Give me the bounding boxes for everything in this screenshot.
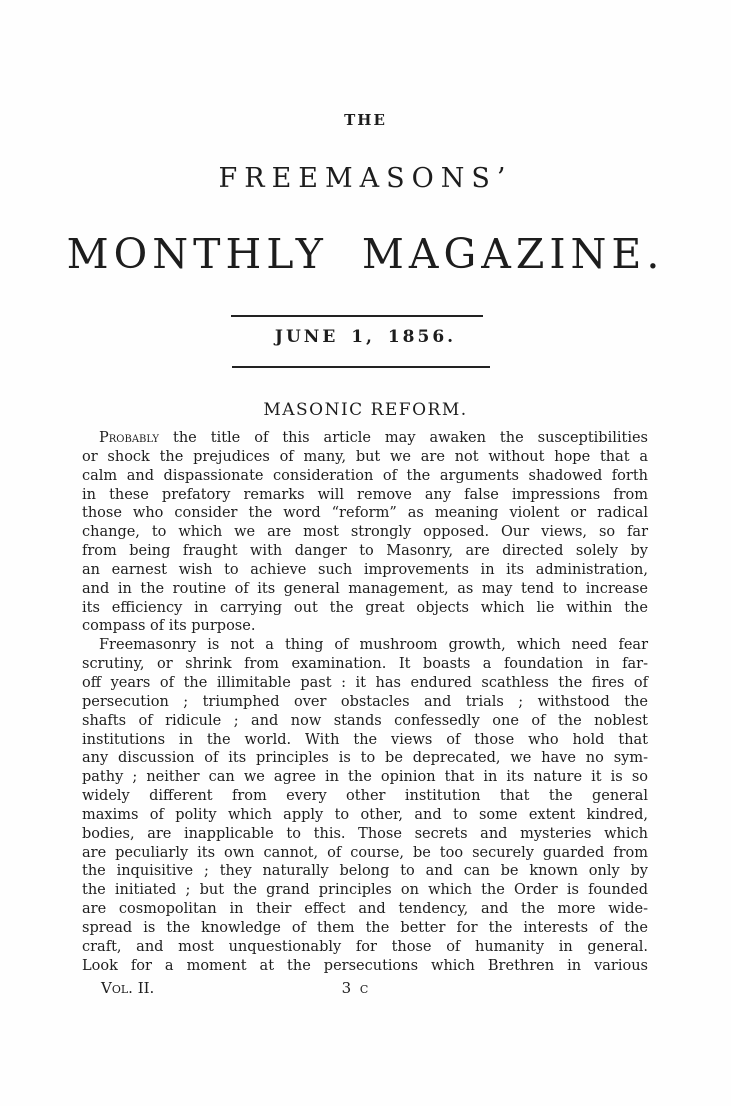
text-line: are cosmopolitan in their effect and tendency, and the more wide- [82,901,648,918]
text-line: in these prefatory remarks will remove any false impressions from [82,486,648,503]
footer-printers-signature: 3 c [341,979,371,997]
text-line: pathy ; neither can we agree in the opinion that in its nature it is so [82,769,648,786]
text-line: are peculiarly its own cannot, of course, be too securely guarded from [82,844,648,861]
masthead-kicker: THE [344,111,387,129]
separator-rule-top [231,315,483,317]
text-line: any discussion of its principles is to be deprecated, we have no sym- [82,750,648,767]
text-line: change, to which we are most strongly opposed. Our views, so far [82,524,648,541]
text-line: compass of its purpose. [82,618,256,635]
text-line: persecution ; triumphed over obstacles and trials ; withstood the [82,693,648,710]
text-line: scrutiny, or shrink from examination. It boasts a foundation in far- [82,656,648,673]
text-line: the initiated ; but the grand principles on which the Order is founded [82,882,648,899]
paragraph [82,636,648,975]
paragraph [82,429,648,636]
text-line: calm and dispassionate consideration of the arguments shadowed forth [82,467,648,484]
text-line: the inquisitive ; they naturally belong to and can be known only by [82,863,648,880]
text-line: off years of the illimitable past : it has endured scathless the fires of [82,674,648,691]
text-line: its efficiency in carrying out the great objects which lie within the [82,599,648,616]
text-line: Probably the title of this article may awaken the susceptibilities [99,430,648,446]
text-line: Look for a moment at the persecutions which Brethren in various [82,957,648,974]
masthead-title-line2: MONTHLY MAGAZINE. [66,230,665,278]
article-body [82,429,648,975]
text-line: widely different from every other institution that the general [82,788,648,805]
page-footer [82,979,648,1001]
article-heading: MASONIC REFORM. [263,400,468,420]
separator-rule-bottom [232,366,490,368]
small-caps-lead-word: Probably [99,430,160,446]
text-line: spread is the knowledge of them the better for the interests of the [82,919,648,936]
text-line: those who consider the word “reform” as meaning violent or radical [82,505,648,522]
text-line: maxims of polity which apply to other, and to some extent kindred, [82,806,648,823]
text-line: from being fraught with danger to Masonry, are directed solely by [82,543,648,560]
text-line: craft, and most unquestionably for those of humanity in general. [82,938,648,955]
masthead-title-line1: FREEMASONS’ [218,163,513,194]
text-line: or shock the prejudices of many, but we are not without hope that a [82,448,648,465]
text-line: shafts of ridicule ; and now stands confessedly one of the noblest [82,712,648,729]
text-line: and in the routine of its general management, as may tend to increase [82,580,648,597]
text-line: bodies, are inapplicable to this. Those secrets and mysteries which [82,825,648,842]
text-line: institutions in the world. With the views of those who hold that [82,731,648,748]
issue-date: JUNE 1, 1856. [274,327,457,347]
text-line: Freemasonry is not a thing of mushroom growth, which need fear [99,637,648,654]
footer-volume-label: Vol. II. [101,979,155,997]
text-line: an earnest wish to achieve such improvements in its administration, [82,561,648,578]
